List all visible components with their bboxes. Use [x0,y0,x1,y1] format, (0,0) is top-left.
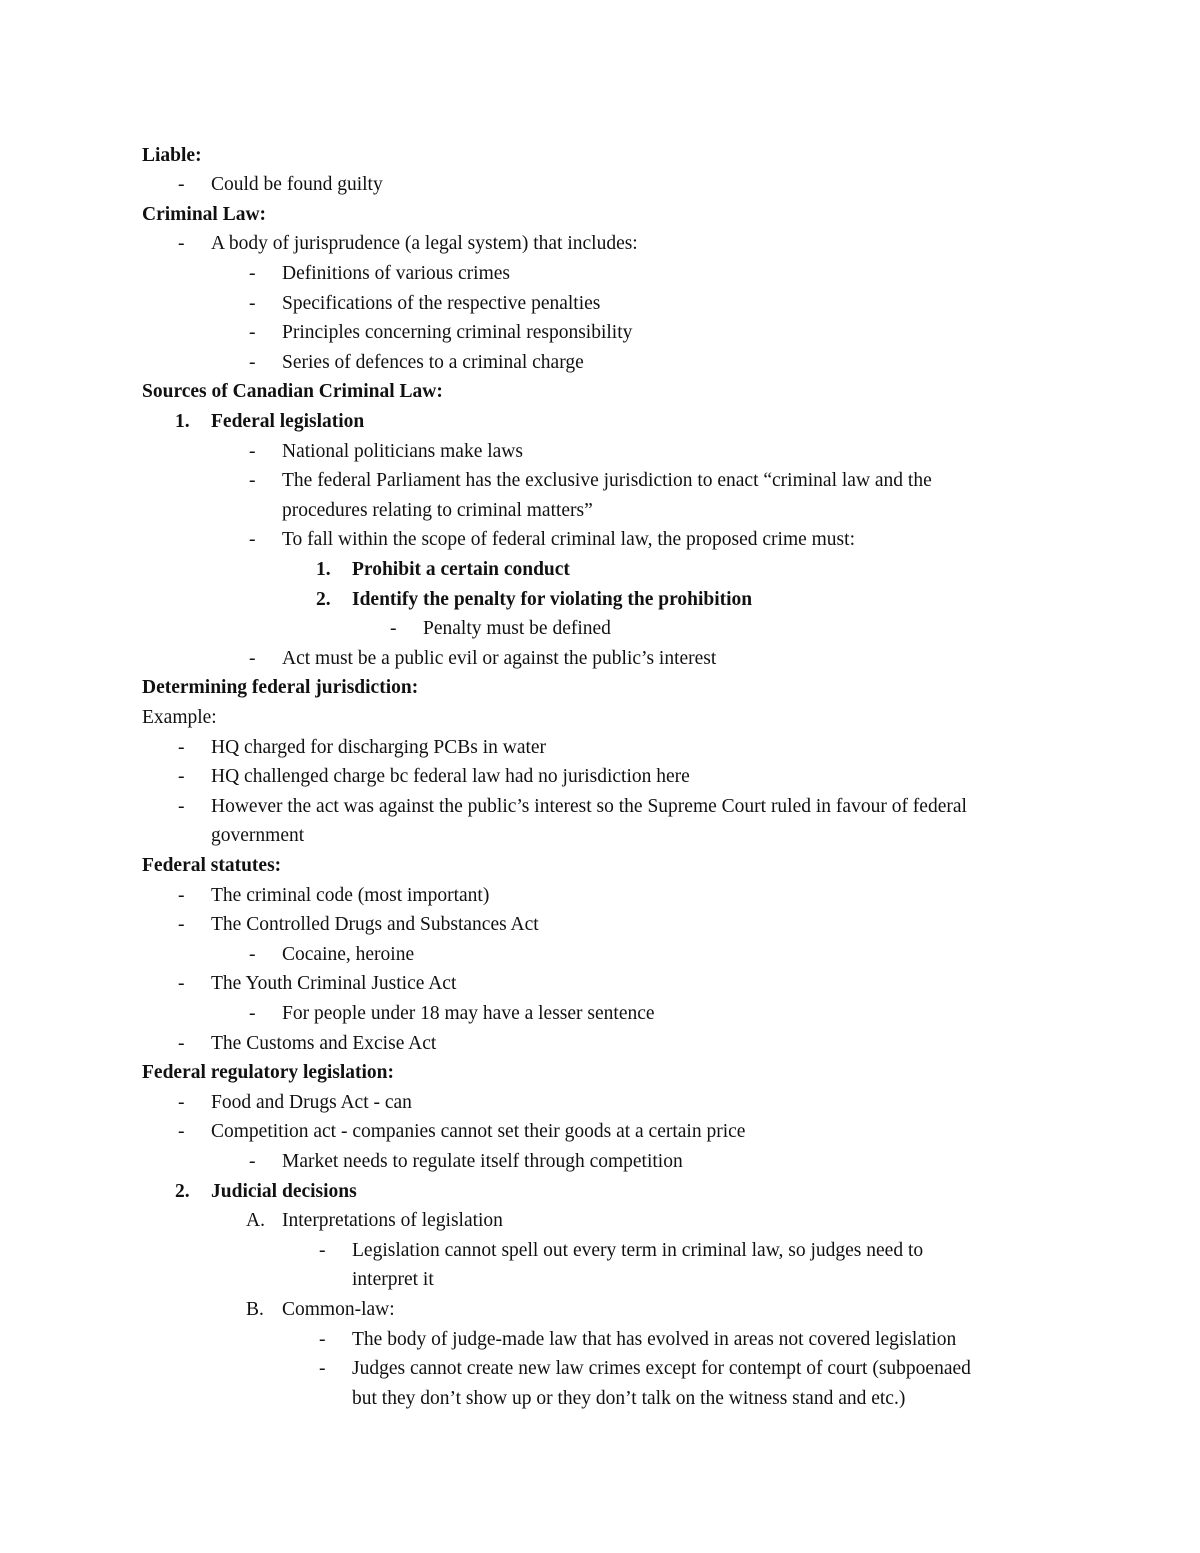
list-item-text: Interpretations of legislation [282,1210,503,1232]
bullet-dash: - [178,884,185,906]
bullet-dash: - [249,647,256,669]
list-item-text: Penalty must be defined [423,618,611,640]
bullet-dash: - [178,174,185,196]
list-item-text: Common-law: [282,1298,395,1320]
list-number: A. [246,1210,265,1232]
list-item-text: However the act was against the public’s interest so the Supreme Court ruled in favour of federal [211,795,967,817]
bullet-dash: - [319,1239,326,1261]
list-item-text: HQ charged for discharging PCBs in water [211,736,547,758]
list-item-text: A body of jurisprudence (a legal system) that includes: [211,233,638,255]
list-item-text: government [211,825,305,847]
section-heading: Liable: [142,144,202,166]
list-item-text: The Youth Criminal Justice Act [211,973,457,995]
list-number: 1. [175,410,190,432]
list-number: 2. [316,588,331,610]
list-item-text: HQ challenged charge bc federal law had no jurisdiction here [211,766,690,788]
bullet-dash: - [319,1328,326,1350]
list-item-text: but they don’t show up or they don’t talk on the witness stand and etc.) [352,1387,906,1409]
bullet-dash: - [249,440,256,462]
section-heading: Determining federal jurisdiction: [142,677,419,699]
list-item-text: Example: [142,706,217,728]
list-item-text: The Customs and Excise Act [211,1032,437,1054]
section-heading: Sources of Canadian Criminal Law: [142,381,443,403]
list-item-text: Specifications of the respective penalties [282,292,601,314]
bullet-dash: - [249,351,256,373]
bullet-dash: - [178,973,185,995]
bullet-dash: - [249,470,256,492]
bullet-dash: - [178,1032,185,1054]
list-item-text: interpret it [352,1269,434,1291]
bullet-dash: - [178,795,185,817]
section-heading: Criminal Law: [142,203,267,225]
list-item-text: The federal Parliament has the exclusive jurisdiction to enact “criminal law and the [282,470,932,492]
section-heading: Federal regulatory legislation: [142,1062,395,1084]
bullet-dash: - [390,618,397,640]
bullet-dash: - [178,736,185,758]
list-item-text: Prohibit a certain conduct [352,558,570,580]
bullet-dash: - [319,1358,326,1380]
list-item-text: Series of defences to a criminal charge [282,351,584,373]
list-item-text: Identify the penalty for violating the prohibition [352,588,753,610]
list-item-text: Cocaine, heroine [282,943,415,965]
bullet-dash: - [249,292,256,314]
list-item-text: Market needs to regulate itself through competition [282,1150,683,1172]
list-item-text: Act must be a public evil or against the public’s interest [282,647,717,669]
list-number: 1. [316,558,331,580]
list-item-text: Legislation cannot spell out every term in criminal law, so judges need to [352,1239,924,1261]
bullet-dash: - [249,529,256,551]
list-number: B. [246,1298,264,1320]
list-item-text: For people under 18 may have a lesser sentence [282,1002,655,1024]
list-item-text: Competition act - companies cannot set their goods at a certain price [211,1121,746,1143]
list-item-text: The body of judge-made law that has evolved in areas not covered legislation [352,1328,957,1350]
bullet-dash: - [178,766,185,788]
list-item-text: The criminal code (most important) [211,884,490,906]
bullet-dash: - [249,322,256,344]
list-item-text: Food and Drugs Act - can [211,1091,412,1113]
list-item-text: Judges cannot create new law crimes except for contempt of court (subpoenaed [352,1358,971,1380]
list-item-text: Could be found guilty [211,174,383,196]
list-item-text: Definitions of various crimes [282,262,510,284]
bullet-dash: - [178,914,185,936]
section-heading: Federal statutes: [142,854,282,876]
bullet-dash: - [249,1002,256,1024]
bullet-dash: - [178,1121,185,1143]
list-item-text: procedures relating to criminal matters” [282,499,593,521]
bullet-dash: - [178,1091,185,1113]
list-item-text: The Controlled Drugs and Substances Act [211,914,539,936]
list-item-text: Principles concerning criminal responsibility [282,322,633,344]
list-item-text: National politicians make laws [282,440,523,462]
list-item-text: Federal legislation [211,410,365,432]
bullet-dash: - [178,233,185,255]
list-item-text: To fall within the scope of federal criminal law, the proposed crime must: [282,529,855,551]
list-number: 2. [175,1180,190,1202]
list-item-text: Judicial decisions [211,1180,357,1202]
bullet-dash: - [249,943,256,965]
bullet-dash: - [249,262,256,284]
bullet-dash: - [249,1150,256,1172]
